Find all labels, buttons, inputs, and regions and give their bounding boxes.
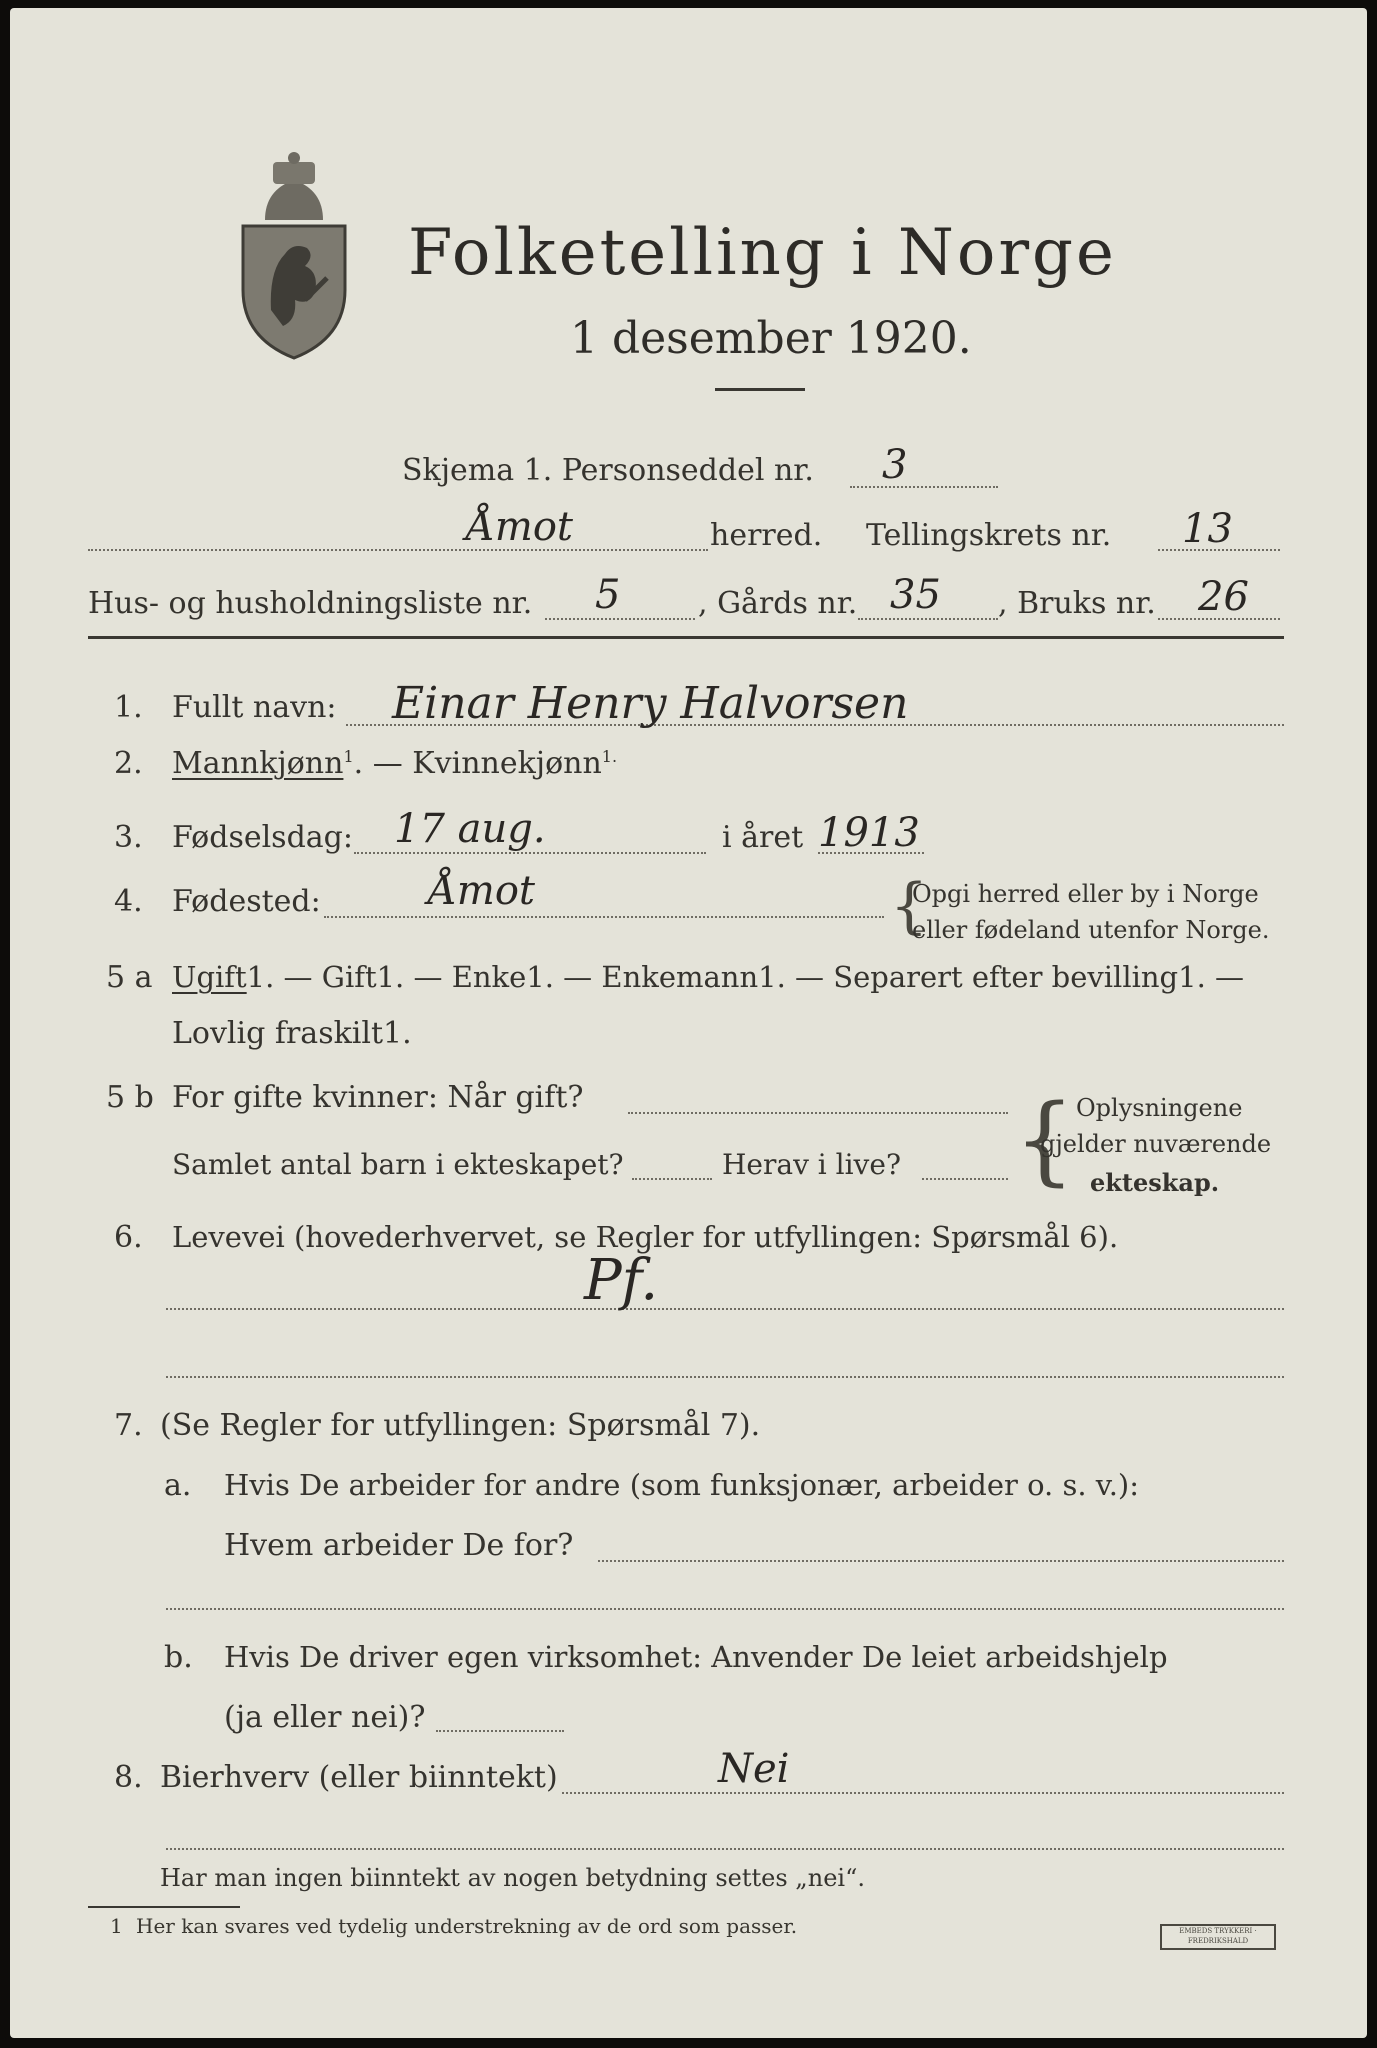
q8-label: Bierhverv (eller biinntekt) xyxy=(160,1760,558,1795)
personseddel-line xyxy=(850,486,998,488)
q6-label: Levevei (hovederhvervet, se Regler for utfyllingen: Spørsmål 6). xyxy=(172,1220,1119,1254)
married-when-line xyxy=(628,1112,1008,1114)
coat-of-arms-icon xyxy=(235,150,353,362)
q5b-samlet: Samlet antal barn i ekteskapet? xyxy=(172,1148,624,1181)
q4-label: Fødested: xyxy=(172,884,321,919)
header-rule xyxy=(88,636,1284,639)
year-value: 1913 xyxy=(818,810,920,856)
birthday-value: 17 aug. xyxy=(394,806,546,852)
birthplace-line xyxy=(324,916,884,918)
q5b-note-line2: gjelder nuværende xyxy=(1040,1130,1272,1158)
q5b-label: For gifte kvinner: Når gift? xyxy=(172,1080,584,1115)
q7-number: 7. xyxy=(114,1408,143,1443)
bruks-value: 26 xyxy=(1198,574,1249,620)
bruks-label: , Bruks nr. xyxy=(998,586,1156,621)
occupation-line-1 xyxy=(166,1308,1284,1310)
husliste-line xyxy=(545,618,695,620)
gender-female-option: . — Kvinnekjønn xyxy=(353,746,602,781)
q7b-letter: b. xyxy=(164,1640,193,1675)
nei-instruction: Har man ingen biinntekt av nogen betydning settes „nei“. xyxy=(160,1864,865,1892)
gards-value: 35 xyxy=(890,572,941,618)
occupation-line-2 xyxy=(166,1376,1284,1378)
footnote-rule xyxy=(88,1906,240,1908)
title-divider xyxy=(715,388,805,391)
side-income-value: Nei xyxy=(718,1746,790,1792)
q5b-note-line1: Oplysningene xyxy=(1076,1094,1243,1122)
q7a-text: Hvis De arbeider for andre (som funksjonær, arbeider o. s. v.): xyxy=(224,1468,1140,1502)
q5a-options xyxy=(172,960,1244,994)
q8-number: 8. xyxy=(114,1760,143,1795)
children-total-line xyxy=(632,1178,712,1180)
q3-label: Fødselsdag: xyxy=(172,820,353,855)
gender-male-option: Mannkjønn xyxy=(172,746,344,781)
skjema-label: Skjema 1. Personseddel nr. xyxy=(402,453,814,488)
husliste-value: 5 xyxy=(595,572,621,618)
q5b-herav: Herav i live? xyxy=(722,1148,901,1181)
birthday-line xyxy=(354,852,706,854)
full-name-value: Einar Henry Halvorsen xyxy=(392,678,909,729)
employer-line-1 xyxy=(598,1560,1284,1562)
q5a-line2: Lovlig fraskilt1. xyxy=(172,1016,412,1051)
form-title: Folketelling i Norge xyxy=(408,216,1117,290)
q4-number: 4. xyxy=(114,884,143,919)
tellingskrets-label: Tellingskrets nr. xyxy=(866,518,1112,553)
printer-stamp: EMBEDS TRYKKERI · FREDRIKSHALD xyxy=(1160,1924,1276,1950)
census-form xyxy=(10,8,1367,2038)
herred-value: Åmot xyxy=(466,504,573,550)
year-label: i året xyxy=(722,820,804,855)
marital-ugift-option: Ugift xyxy=(172,960,247,994)
q1-number: 1. xyxy=(114,690,143,725)
footnote-text: Her kan svares ved tydelig understrekning av de ord som passer. xyxy=(136,1914,798,1938)
q7b-text: Hvis De driver egen virksomhet: Anvender De leiet arbeidshjelp xyxy=(224,1640,1168,1674)
q7-label: (Se Regler for utfyllingen: Spørsmål 7). xyxy=(160,1408,761,1443)
q4-note-brace: { xyxy=(890,871,929,941)
birthplace-value: Åmot xyxy=(428,868,535,914)
q7a-letter: a. xyxy=(164,1468,192,1503)
gards-label: , Gårds nr. xyxy=(698,586,858,621)
q4-note-line2: eller fødeland utenfor Norge. xyxy=(912,916,1270,944)
personseddel-value: 3 xyxy=(882,442,908,488)
husliste-label: Hus- og husholdningsliste nr. xyxy=(88,586,533,621)
q5b-note-brace: { xyxy=(1014,1084,1076,1196)
q4-note-line1: Opgi herred eller by i Norge xyxy=(912,880,1259,908)
q7a-question: Hvem arbeider De for? xyxy=(224,1528,574,1563)
q6-number: 6. xyxy=(114,1220,143,1255)
herred-line xyxy=(88,549,708,551)
q3-number: 3. xyxy=(114,820,143,855)
herred-label: herred. xyxy=(710,518,823,553)
tellingskrets-value: 13 xyxy=(1182,506,1233,552)
hired-help-line xyxy=(436,1730,564,1732)
q2-number: 2. xyxy=(114,746,143,781)
q5b-number: 5 b xyxy=(106,1080,154,1115)
q7b-question: (ja eller nei)? xyxy=(224,1700,426,1735)
employer-line-2 xyxy=(166,1608,1284,1610)
occupation-value: Pf. xyxy=(584,1248,659,1313)
q5b-note-line3: ekteskap. xyxy=(1090,1168,1220,1197)
footnote-marker: 1 xyxy=(110,1914,123,1938)
children-alive-line xyxy=(922,1178,1008,1180)
gards-line xyxy=(858,618,998,620)
side-income-line-1 xyxy=(562,1792,1284,1794)
q5a-number: 5 a xyxy=(106,960,153,995)
q1-label: Fullt navn: xyxy=(172,690,337,725)
side-income-line-2 xyxy=(166,1848,1284,1850)
q2-gender: Mannkjønn$^1$. — Kvinnekjønn$^{1.}$ xyxy=(172,746,618,781)
marital-other-options: 1. — Gift1. — Enke1. — Enkemann1. — Separert efter bevilling1. — xyxy=(246,960,1244,994)
census-date: 1 desember 1920. xyxy=(570,313,972,364)
